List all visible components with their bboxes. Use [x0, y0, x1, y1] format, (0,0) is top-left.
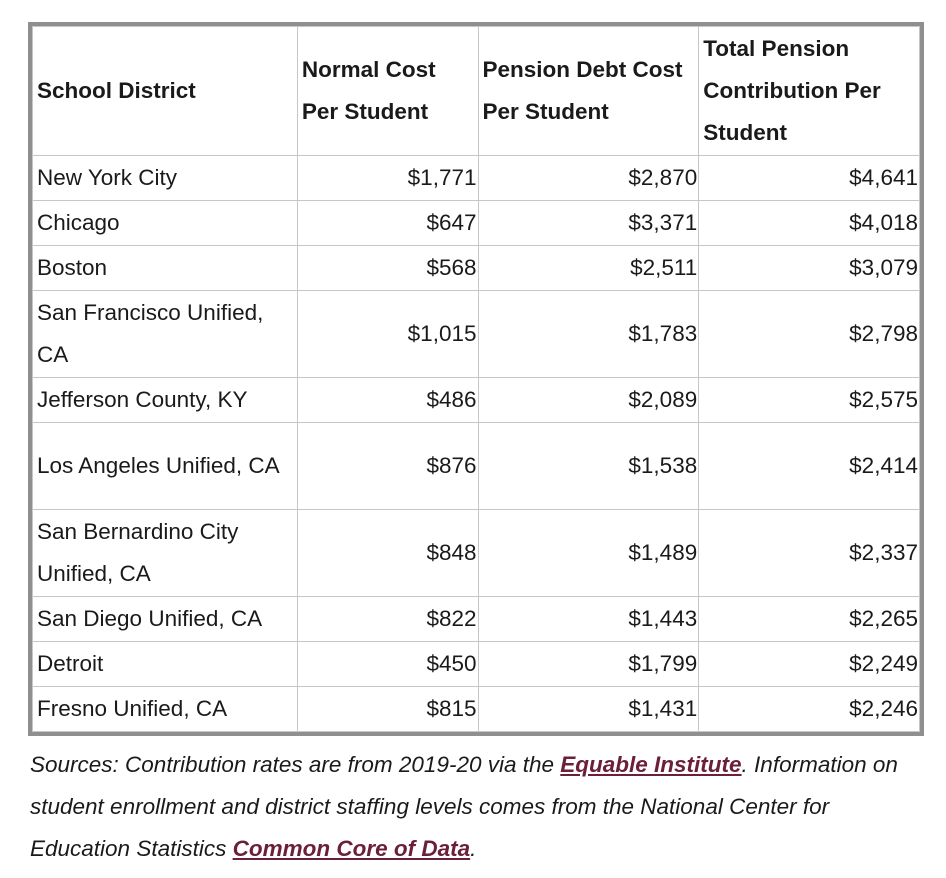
debt-cost-cell: $2,511 [478, 246, 699, 291]
common-core-of-data-link[interactable]: Common Core of Data [232, 836, 471, 861]
table-row [33, 246, 920, 291]
debt-cost-cell: $1,799 [478, 642, 699, 687]
sources-text-2: . Information on student enrollment and district staffing levels comes from the National Center for Education Statistics [30, 752, 898, 861]
debt-cost-cell: $1,783 [478, 291, 699, 378]
normal-cost-cell: $815 [297, 687, 478, 732]
total-cost-cell: $2,414 [699, 423, 920, 510]
header-normal-cost: Normal Cost Per Student [297, 27, 478, 156]
pension-table-frame [28, 22, 924, 736]
sources-text-1: Sources: Contribution rates are from 2019-20 via the [30, 752, 561, 777]
normal-cost-cell: $1,015 [297, 291, 478, 378]
district-cell: Chicago [33, 201, 298, 246]
table-row [33, 510, 920, 597]
total-cost-cell: $2,337 [699, 510, 920, 597]
total-cost-cell: $2,575 [699, 378, 920, 423]
district-cell: Boston [33, 246, 298, 291]
sources-text-3: . [470, 836, 477, 861]
debt-cost-cell: $3,371 [478, 201, 699, 246]
pension-cost-table [32, 26, 920, 732]
total-cost-cell: $2,798 [699, 291, 920, 378]
table-row [33, 597, 920, 642]
normal-cost-cell: $647 [297, 201, 478, 246]
district-cell: Fresno Unified, CA [33, 687, 298, 732]
total-cost-cell: $4,018 [699, 201, 920, 246]
normal-cost-cell: $486 [297, 378, 478, 423]
total-cost-cell: $2,249 [699, 642, 920, 687]
normal-cost-cell: $822 [297, 597, 478, 642]
debt-cost-cell: $2,089 [478, 378, 699, 423]
district-cell: San Francisco Unified, CA [33, 291, 298, 378]
district-cell: Detroit [33, 642, 298, 687]
total-cost-cell: $2,265 [699, 597, 920, 642]
normal-cost-cell: $848 [297, 510, 478, 597]
normal-cost-cell: $876 [297, 423, 478, 510]
table-row [33, 156, 920, 201]
table-row [33, 291, 920, 378]
table-row [33, 378, 920, 423]
total-cost-cell: $2,246 [699, 687, 920, 732]
header-school-district: School District [33, 27, 298, 156]
table-row [33, 423, 920, 510]
district-cell: Jefferson County, KY [33, 378, 298, 423]
table-row [33, 201, 920, 246]
debt-cost-cell: $2,870 [478, 156, 699, 201]
header-total-contribution: Total Pension Contribution Per Student [699, 27, 920, 156]
table-row [33, 642, 920, 687]
district-cell: San Diego Unified, CA [33, 597, 298, 642]
debt-cost-cell: $1,431 [478, 687, 699, 732]
debt-cost-cell: $1,538 [478, 423, 699, 510]
normal-cost-cell: $1,771 [297, 156, 478, 201]
district-cell: San Bernardino City Unified, CA [33, 510, 298, 597]
header-pension-debt-cost: Pension Debt Cost Per Student [478, 27, 699, 156]
district-cell: Los Angeles Unified, CA [33, 423, 298, 510]
debt-cost-cell: $1,443 [478, 597, 699, 642]
equable-institute-link[interactable]: Equable Institute [560, 752, 742, 777]
normal-cost-cell: $450 [297, 642, 478, 687]
normal-cost-cell: $568 [297, 246, 478, 291]
district-cell: New York City [33, 156, 298, 201]
table-header-row [33, 27, 920, 156]
table-row [33, 687, 920, 732]
total-cost-cell: $3,079 [699, 246, 920, 291]
sources-note [30, 744, 930, 870]
total-cost-cell: $4,641 [699, 156, 920, 201]
debt-cost-cell: $1,489 [478, 510, 699, 597]
